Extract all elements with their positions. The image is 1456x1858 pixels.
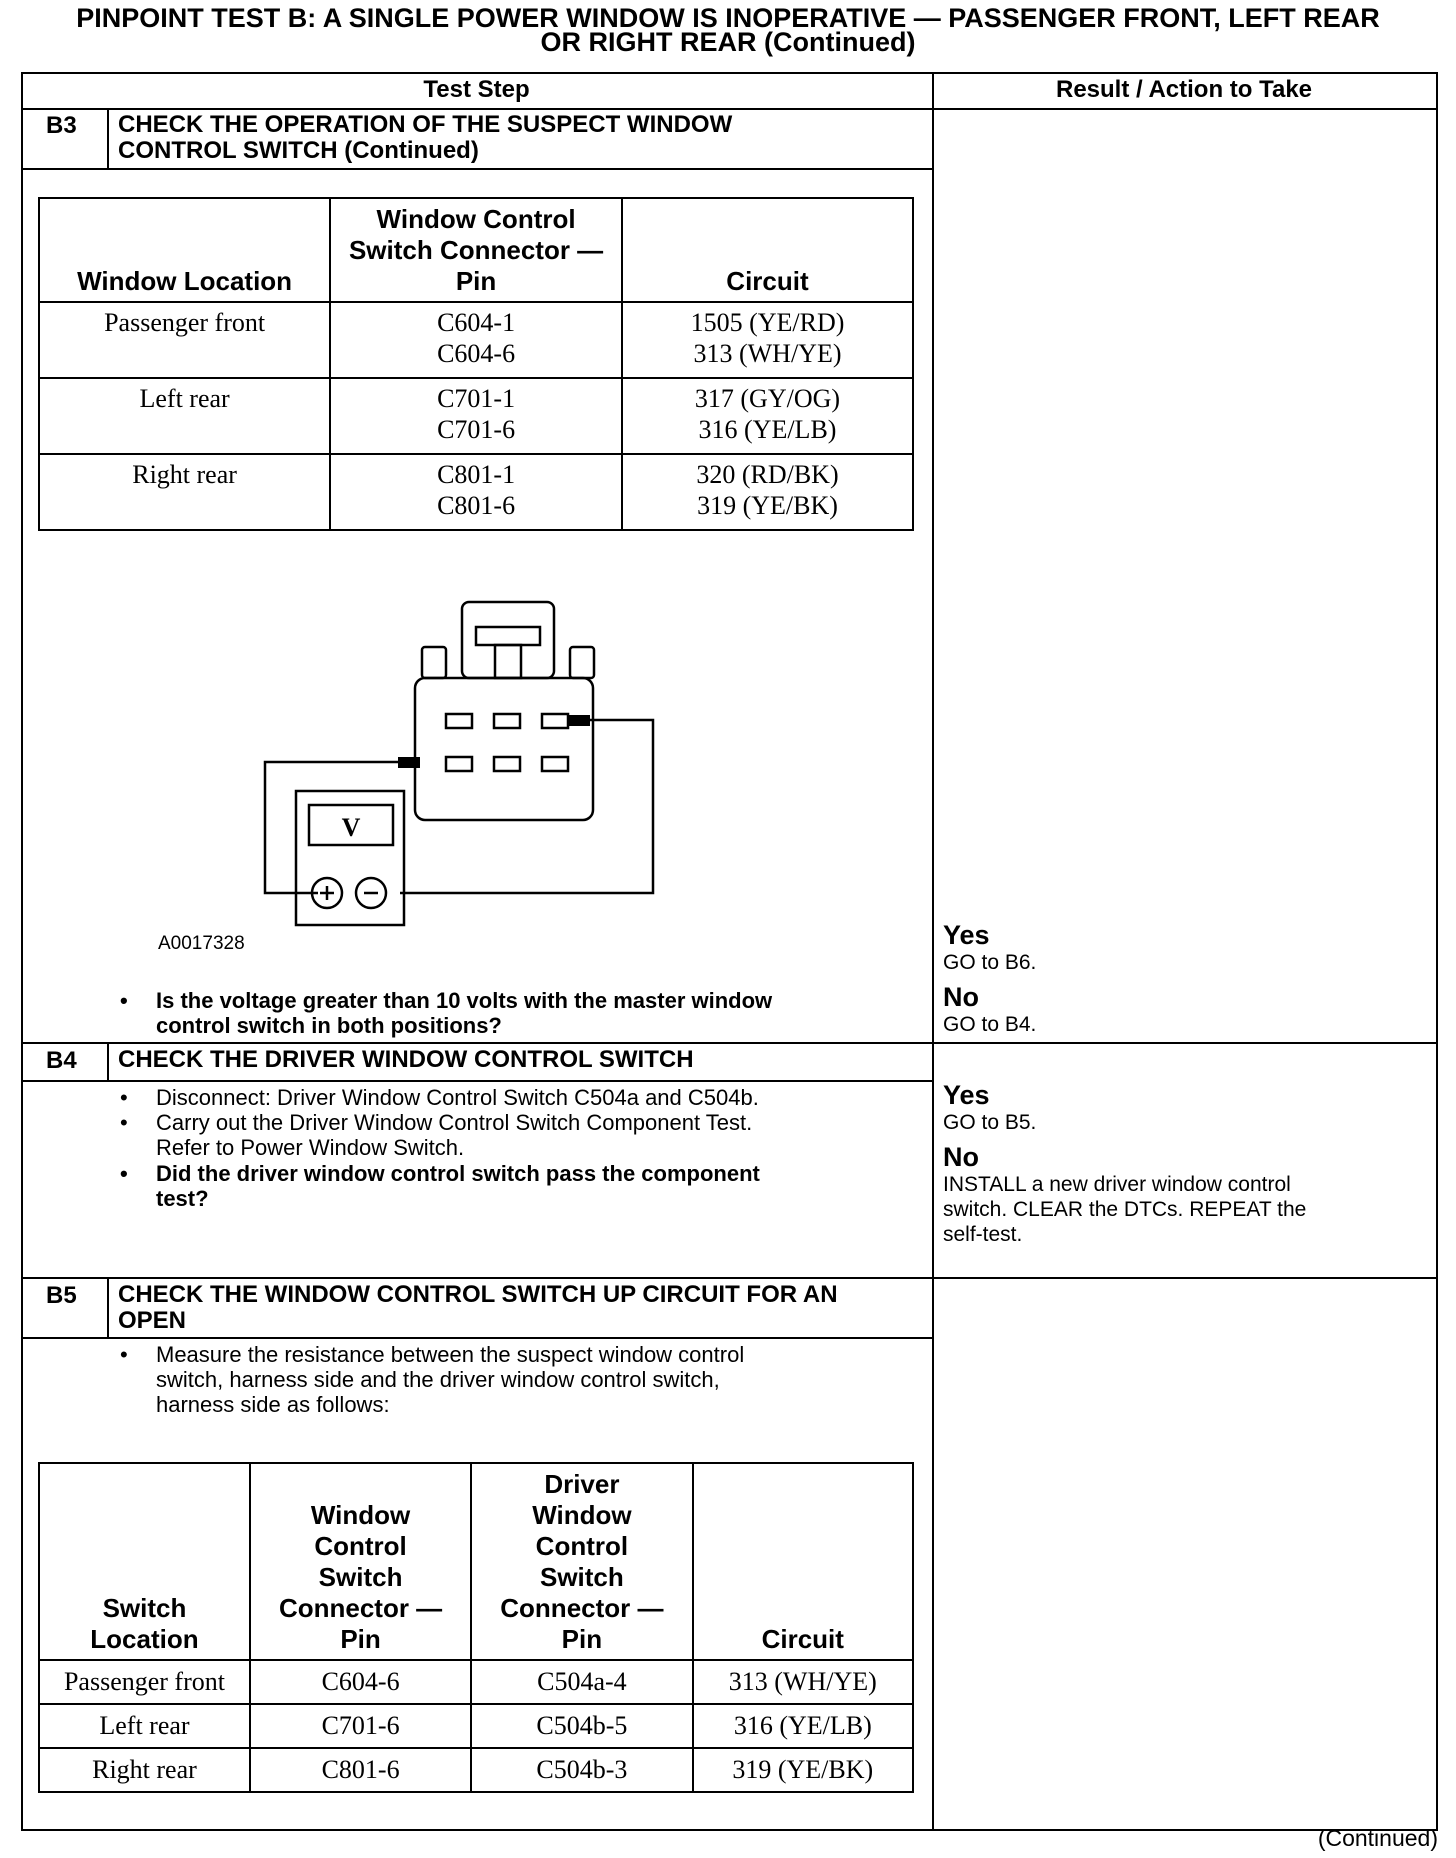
b5-cell-pin: C604-6 — [250, 1660, 471, 1704]
step-id-b3: B3 — [46, 112, 77, 139]
b3-cell-pins — [330, 378, 622, 454]
b3-header-location: Window Location — [39, 198, 330, 302]
b4-no-action-line1: INSTALL a new driver window control — [943, 1173, 1291, 1196]
b5-cell-driver-pin: C504b-5 — [471, 1704, 692, 1748]
table-row — [39, 1748, 913, 1792]
probe-tip — [568, 715, 590, 726]
b5-bullet-line1: Measure the resistance between the suspect window control — [156, 1342, 745, 1367]
b3-cell-circuits — [622, 302, 913, 378]
b3-header-circuit: Circuit — [622, 198, 913, 302]
voltmeter-body — [296, 791, 404, 925]
voltmeter-label: V — [341, 813, 361, 842]
b5-cell-circuit: 316 (YE/LB) — [693, 1704, 913, 1748]
connector-latch-inner — [476, 627, 540, 645]
b3-table-header-row — [39, 198, 913, 302]
b5-top — [21, 1277, 1437, 1279]
b5-header-location — [39, 1463, 250, 1660]
b3-yes-label: Yes — [943, 920, 990, 950]
table-row — [39, 302, 913, 378]
b3-pin: C801-1 — [437, 460, 516, 489]
b5-cell-circuit: 313 (WH/YE) — [693, 1660, 913, 1704]
b5-cell-location: Left rear — [39, 1704, 250, 1748]
b3-circuit: 317 (GY/OG) — [694, 384, 841, 413]
b3-pin: C701-6 — [437, 415, 516, 444]
connector-tab-right — [570, 647, 594, 678]
b5-header-driver-pin — [471, 1463, 692, 1660]
b3-circuit: 319 (YE/BK) — [697, 491, 838, 520]
probe-tip — [398, 757, 420, 768]
b3-pin: C701-1 — [437, 384, 516, 413]
b4-no-action-line2: switch. CLEAR the DTCs. REPEAT the — [943, 1198, 1307, 1221]
b4-id-divider — [107, 1042, 109, 1080]
header-line: Window — [532, 1500, 632, 1530]
header-line: Driver — [544, 1469, 620, 1499]
frame-left — [21, 72, 23, 1831]
b5-bullet — [120, 1342, 745, 1417]
header-line: Connector — — [500, 1593, 664, 1623]
b3-no-action: GO to B4. — [943, 1013, 1037, 1036]
b3-cell-location: Left rear — [39, 378, 330, 454]
b4-bullet-3-line2: test? — [156, 1186, 209, 1211]
b3-circuit: 1505 (YE/RD) — [690, 308, 845, 337]
step-id-b4: B4 — [46, 1047, 77, 1074]
bullet-dot: • — [120, 1161, 128, 1186]
b3-cell-circuits — [622, 454, 913, 530]
b4-bullet-1-text: Disconnect: Driver Window Control Switch C504a and C504b. — [156, 1085, 759, 1110]
b4-bullet-1 — [120, 1085, 759, 1110]
b3-title-bottom — [21, 168, 932, 170]
step-title-b4: CHECK THE DRIVER WINDOW CONTROL SWITCH — [118, 1046, 694, 1073]
b3-cell-pins — [330, 454, 622, 530]
header-line: Location — [90, 1624, 199, 1654]
page-title-line1: PINPOINT TEST B: A SINGLE POWER WINDOW IS INOPERATIVE — PASSENGER FRONT, LEFT REAR — [76, 3, 1380, 33]
b3-id-divider — [107, 108, 109, 168]
b3-cell-location: Right rear — [39, 454, 330, 530]
header-line: Pin — [561, 1624, 603, 1654]
b5-cell-pin: C801-6 — [250, 1748, 471, 1792]
frame-right — [1436, 72, 1438, 1831]
connector-tab-left — [422, 647, 446, 678]
b3-circuit: 316 (YE/LB) — [698, 415, 837, 444]
page-title-line2: OR RIGHT REAR (Continued) — [540, 27, 916, 57]
terminal — [446, 714, 472, 728]
b3-question-line1: Is the voltage greater than 10 volts with the master window — [156, 988, 773, 1013]
bullet-dot: • — [120, 1342, 128, 1367]
b4-yes-label: Yes — [943, 1080, 990, 1110]
header-test-step: Test Step — [423, 76, 530, 103]
table-row — [39, 1660, 913, 1704]
b4-bullet-3 — [120, 1161, 760, 1211]
header-line: Pin — [340, 1624, 381, 1654]
header-line: Control — [314, 1531, 407, 1561]
bullet-dot: • — [120, 1085, 128, 1110]
terminal — [542, 714, 568, 728]
table-row — [39, 454, 913, 530]
lead-wire-negative — [400, 720, 653, 893]
header-line: Switch — [102, 1593, 187, 1623]
b3-table — [38, 197, 914, 531]
b3-circuit: 320 (RD/BK) — [696, 460, 839, 489]
b5-cell-driver-pin: C504a-4 — [471, 1660, 692, 1704]
terminal — [542, 757, 568, 771]
bullet-dot: • — [120, 988, 128, 1013]
b5-header-pin — [250, 1463, 471, 1660]
b3-circuit: 313 (WH/YE) — [693, 339, 842, 368]
b4-no-action — [943, 1172, 1306, 1247]
step-id-b5: B5 — [46, 1282, 77, 1309]
step-title-b5-line2: OPEN — [118, 1307, 187, 1334]
page-title — [0, 3, 1456, 57]
header-bottom — [21, 108, 1437, 110]
b5-cell-circuit: 319 (YE/BK) — [693, 1748, 913, 1792]
b3-cell-circuits — [622, 378, 913, 454]
b4-bullet-2-line2: Refer to Power Window Switch. — [156, 1135, 465, 1160]
b3-header-pin: Window Control Switch Connector — Pin — [330, 198, 622, 302]
b4-no-action-line3: self-test. — [943, 1223, 1023, 1246]
connector-voltmeter-diagram — [250, 595, 670, 935]
b5-cell-location: Right rear — [39, 1748, 250, 1792]
figure-id: A0017328 — [158, 933, 245, 954]
step-title-b3-line2: CONTROL SWITCH (Continued) — [118, 137, 479, 164]
header-line: Switch — [318, 1562, 403, 1592]
b3-pin: C604-6 — [437, 339, 516, 368]
b3-cell-pins — [330, 302, 622, 378]
frame-bottom — [21, 1829, 1437, 1831]
bullet-dot: • — [120, 1110, 128, 1135]
b5-header-circuit: Circuit — [693, 1463, 913, 1660]
b5-cell-location: Passenger front — [39, 1660, 250, 1704]
b3-question — [120, 988, 773, 1038]
b3-no-label: No — [943, 982, 979, 1012]
terminal — [494, 714, 520, 728]
b5-bullet-line2: switch, harness side and the driver window control switch, — [156, 1367, 720, 1392]
b4-bullet-2 — [120, 1110, 753, 1160]
lead-wire-positive — [265, 762, 402, 893]
connector-body — [415, 678, 593, 820]
b4-top — [21, 1042, 1437, 1044]
b4-no-label: No — [943, 1142, 979, 1172]
terminal — [446, 757, 472, 771]
frame-top — [21, 72, 1437, 74]
connector-latch-stem — [495, 645, 521, 678]
step-title-b3 — [118, 112, 732, 164]
b5-cell-driver-pin: C504b-3 — [471, 1748, 692, 1792]
b5-cell-pin: C701-6 — [250, 1704, 471, 1748]
b5-table-header-row — [39, 1463, 913, 1660]
header-line: Switch — [539, 1562, 624, 1592]
step-title-b3-line1: CHECK THE OPERATION OF THE SUSPECT WINDOW — [118, 111, 733, 138]
b5-title-bottom — [21, 1337, 932, 1339]
table-row — [39, 1704, 913, 1748]
b5-table — [38, 1462, 914, 1793]
header-line: Control — [535, 1531, 629, 1561]
header-line: Connector — — [278, 1593, 443, 1623]
b4-title-bottom — [21, 1080, 932, 1082]
column-divider — [932, 72, 934, 1831]
b3-pin: C801-6 — [437, 491, 516, 520]
step-title-b5-line1: CHECK THE WINDOW CONTROL SWITCH UP CIRCUIT FOR AN — [118, 1281, 838, 1308]
terminal — [494, 757, 520, 771]
header-line: Window — [310, 1500, 411, 1530]
b5-id-divider — [107, 1277, 109, 1337]
b4-bullet-2-line1: Carry out the Driver Window Control Switch Component Test. — [156, 1110, 753, 1135]
b3-yes-action: GO to B6. — [943, 951, 1037, 974]
header-result: Result / Action to Take — [1055, 76, 1313, 103]
b5-bullet-line3: harness side as follows: — [156, 1392, 390, 1417]
b3-pin: C604-1 — [437, 308, 516, 337]
continued-label: (Continued) — [1317, 1825, 1438, 1851]
b3-cell-location: Passenger front — [39, 302, 330, 378]
table-row — [39, 378, 913, 454]
step-title-b5 — [118, 1282, 838, 1334]
b4-bullet-3-line1: Did the driver window control switch pass the component — [156, 1161, 760, 1186]
b3-question-line2: control switch in both positions? — [156, 1013, 502, 1038]
b4-yes-action: GO to B5. — [943, 1111, 1037, 1134]
